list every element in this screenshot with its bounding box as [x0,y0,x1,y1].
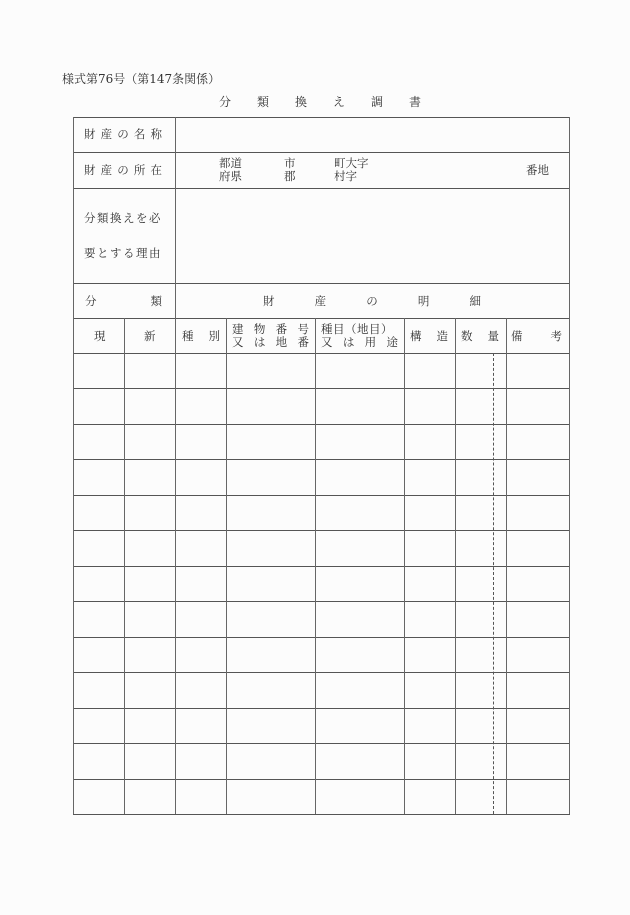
table-cell[interactable] [406,745,454,777]
table-cell[interactable] [228,710,314,742]
table-cell[interactable] [457,781,505,813]
table-cell[interactable] [228,497,314,529]
column-divider [506,318,507,814]
property-details-label: 財 産 の 明 細 [263,294,481,308]
reason-field[interactable] [177,190,568,282]
table-cell[interactable] [75,390,123,422]
table-cell[interactable] [228,532,314,564]
row-divider [73,353,570,354]
table-cell[interactable] [126,461,174,493]
column-header-type: 種 別 [182,329,220,343]
table-cell[interactable] [406,639,454,671]
table-cell[interactable] [75,639,123,671]
table-border-left [73,117,74,814]
table-cell[interactable] [317,355,403,387]
title-char: 書 [408,95,421,109]
row-divider [73,637,570,638]
table-cell[interactable] [228,461,314,493]
row-divider [73,601,570,602]
table-cell[interactable] [75,745,123,777]
table-border-top [73,117,570,118]
table-cell[interactable] [406,674,454,706]
row-divider [73,152,570,153]
table-cell[interactable] [406,568,454,600]
table-cell[interactable] [457,568,505,600]
table-cell[interactable] [508,568,568,600]
table-cell[interactable] [126,674,174,706]
table-cell[interactable] [177,532,225,564]
column-divider [226,318,227,814]
table-cell[interactable] [508,674,568,706]
table-cell[interactable] [75,532,123,564]
table-cell[interactable] [75,355,123,387]
column-header-current: 現 [94,329,106,343]
column-header-new: 新 [144,329,156,343]
column-header-remarks: 備 考 [511,329,562,343]
table-cell[interactable] [126,390,174,422]
row-divider [73,530,570,531]
table-cell[interactable] [457,355,505,387]
table-cell[interactable] [75,461,123,493]
row-divider [73,779,570,780]
table-cell[interactable] [177,745,225,777]
table-cell[interactable] [457,532,505,564]
table-border-bottom [73,814,570,815]
property-location-label: 財 産 の 所 在 [84,163,162,177]
table-cell[interactable] [317,426,403,458]
title-char: 類 [256,95,269,109]
table-cell[interactable] [228,745,314,777]
property-location-field[interactable] [177,154,568,187]
table-cell[interactable] [177,355,225,387]
table-cell[interactable] [177,781,225,813]
row-divider [73,743,570,744]
table-cell[interactable] [508,426,568,458]
table-cell[interactable] [406,390,454,422]
town-label: 町大字 [334,156,369,170]
title-char: え [332,95,345,109]
table-cell[interactable] [406,710,454,742]
column-header-building-no-line2: 又 は 地 番 [232,335,309,349]
table-cell[interactable] [457,426,505,458]
table-cell[interactable] [75,710,123,742]
table-cell[interactable] [457,745,505,777]
table-cell[interactable] [126,710,174,742]
village-label: 村字 [334,169,357,183]
table-cell[interactable] [457,639,505,671]
table-cell[interactable] [317,461,403,493]
table-cell[interactable] [317,497,403,529]
table-cell[interactable] [126,497,174,529]
table-cell[interactable] [317,745,403,777]
table-cell[interactable] [406,426,454,458]
table-cell[interactable] [177,568,225,600]
table-cell[interactable] [508,461,568,493]
city-label: 市 [284,156,296,170]
prefecture-label-bottom: 府県 [219,169,242,183]
table-cell[interactable] [126,426,174,458]
table-cell[interactable] [406,497,454,529]
table-cell[interactable] [228,603,314,635]
table-cell[interactable] [457,603,505,635]
row-divider [73,495,570,496]
table-cell[interactable] [317,603,403,635]
table-cell[interactable] [457,497,505,529]
table-cell[interactable] [126,355,174,387]
row-divider [73,424,570,425]
column-header-category-line1: 種目（地目） [321,322,393,336]
table-cell[interactable] [317,781,403,813]
table-cell[interactable] [508,639,568,671]
table-cell[interactable] [406,461,454,493]
table-cell[interactable] [126,603,174,635]
table-cell[interactable] [177,674,225,706]
column-divider [404,318,405,814]
column-header-category-line2: 又 は 用 途 [321,335,398,349]
table-cell[interactable] [508,355,568,387]
table-cell[interactable] [508,603,568,635]
title-char: 分 [218,95,231,109]
table-cell[interactable] [75,674,123,706]
table-cell[interactable] [177,390,225,422]
table-cell[interactable] [317,674,403,706]
reason-label-line2: 要とする理由 [84,246,162,260]
form-number: 様式第76号（第147条関係） [62,72,221,86]
table-cell[interactable] [406,532,454,564]
property-name-label: 財 産 の 名 称 [84,127,162,141]
table-cell[interactable] [457,710,505,742]
row-divider [73,672,570,673]
table-cell[interactable] [126,568,174,600]
table-cell[interactable] [228,674,314,706]
row-divider [73,318,570,319]
table-cell[interactable] [406,781,454,813]
property-name-field[interactable] [177,119,568,151]
row-divider [73,459,570,460]
table-cell[interactable] [228,639,314,671]
table-cell[interactable] [126,639,174,671]
row-divider [73,283,570,284]
table-cell[interactable] [457,461,505,493]
table-cell[interactable] [508,390,568,422]
column-divider [315,318,316,814]
table-cell[interactable] [508,781,568,813]
table-cell[interactable] [317,639,403,671]
table-cell[interactable] [177,461,225,493]
table-cell[interactable] [228,426,314,458]
table-cell[interactable] [406,603,454,635]
table-cell[interactable] [75,426,123,458]
table-border-right [569,117,570,814]
prefecture-label-top: 都道 [219,156,242,170]
table-cell[interactable] [317,532,403,564]
table-cell[interactable] [177,710,225,742]
table-cell[interactable] [317,710,403,742]
page-title [0,93,630,110]
table-cell[interactable] [177,639,225,671]
table-cell[interactable] [508,745,568,777]
label-column-divider [175,117,176,814]
table-cell[interactable] [508,532,568,564]
table-cell[interactable] [177,426,225,458]
column-header-structure: 構 造 [410,329,448,343]
table-cell[interactable] [126,781,174,813]
table-cell[interactable] [228,568,314,600]
column-header-quantity: 数 量 [461,329,499,343]
table-cell[interactable] [457,390,505,422]
title-char: 調 [370,95,383,109]
column-header-building-no-line1: 建 物 番 号 [232,322,309,336]
table-cell[interactable] [75,603,123,635]
table-cell[interactable] [126,745,174,777]
table-cell[interactable] [177,603,225,635]
classification-label: 分 類 [85,294,162,308]
row-divider [73,388,570,389]
title-char: 換 [294,95,307,109]
column-divider [124,318,125,814]
reason-label-line1: 分類換えを必 [84,211,162,225]
row-divider [73,188,570,189]
table-cell[interactable] [508,497,568,529]
table-cell[interactable] [457,674,505,706]
table-cell[interactable] [317,568,403,600]
county-label: 郡 [284,169,296,183]
table-cell[interactable] [317,390,403,422]
table-cell[interactable] [406,355,454,387]
table-cell[interactable] [228,355,314,387]
table-cell[interactable] [75,568,123,600]
row-divider [73,708,570,709]
column-divider [455,318,456,814]
lot-number-label: 番地 [526,163,549,177]
table-cell[interactable] [75,781,123,813]
row-divider [73,566,570,567]
table-cell[interactable] [126,532,174,564]
table-cell[interactable] [228,781,314,813]
table-cell[interactable] [177,497,225,529]
table-cell[interactable] [508,710,568,742]
table-cell[interactable] [228,390,314,422]
table-cell[interactable] [75,497,123,529]
